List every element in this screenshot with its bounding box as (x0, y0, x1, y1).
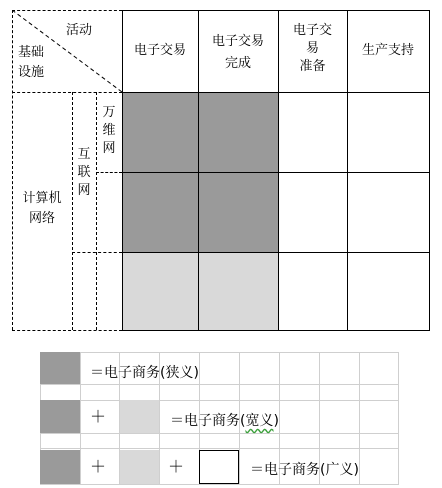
row-label-network (12, 190, 72, 228)
column-header-production (347, 42, 429, 60)
row-label-internet-char1: 互 (77, 147, 91, 162)
grid-bottom (122, 330, 430, 331)
legend-grid-v1 (80, 352, 81, 485)
legend-general-label: ＝电子商务(广义) (250, 462, 359, 478)
border-bottom-dashed (12, 330, 122, 331)
legend-grid-h2 (40, 400, 398, 401)
row-label-internet-char2: 联 (77, 165, 91, 180)
column-header-completion (198, 33, 278, 73)
legend-general-white-swatch (199, 450, 239, 484)
legend-grid-h4 (40, 448, 398, 449)
column-header-production-text: 生产支持 (361, 43, 414, 58)
row-label-internet (76, 146, 92, 200)
legend-grid-h3 (40, 433, 398, 434)
corner-infra-label-2: 设施 (18, 65, 45, 80)
border-www-dashed (96, 92, 97, 330)
row-label-www-char1: 万 (102, 105, 116, 120)
cell-internet-ecommerce (122, 172, 198, 252)
row-label-internet-char3: 网 (77, 183, 91, 198)
legend-broad-label-prefix: ＝电子商务( (170, 413, 246, 429)
legend-narrow-dark-swatch (40, 352, 80, 384)
column-header-ecommerce (122, 42, 198, 60)
legend-grid-h0 (40, 352, 398, 353)
legend-broad-label (170, 412, 279, 430)
column-header-preparation-line1: 电子交 (292, 23, 332, 38)
cell-www-completion (198, 92, 278, 172)
legend-broad-dark-swatch (40, 400, 80, 433)
legend-grid-h5 (40, 484, 398, 485)
legend-general-plus-2: ＋ (168, 457, 185, 476)
column-header-ecommerce-text: 电子交易 (133, 43, 186, 58)
border-row2-dashed (72, 252, 122, 253)
legend-grid-h1 (40, 384, 398, 385)
border-internet-dashed (72, 92, 73, 330)
column-header-preparation-line3: 准备 (299, 59, 326, 74)
cell-network-completion (198, 252, 278, 330)
corner-infra-label-1: 基础 (18, 45, 45, 60)
cell-internet-completion (198, 172, 278, 252)
grid-header (122, 92, 430, 93)
legend-broad-label-suffix: ) (273, 413, 279, 429)
grid-row1 (122, 172, 430, 173)
cell-network-ecommerce (122, 252, 198, 330)
row-label-network-line1: 计算机 (22, 191, 62, 206)
legend-grid-v8 (359, 352, 360, 485)
row-label-network-line2: 网络 (28, 211, 55, 226)
legend-broad-plus: ＋ (90, 407, 107, 426)
grid-row2 (122, 252, 430, 253)
cell-www-ecommerce (122, 92, 198, 172)
legend-general-light-swatch (120, 450, 159, 484)
grid-top (122, 10, 430, 11)
legend-narrow-label: ＝电子商务(狭义) (90, 365, 199, 381)
corner-activity-label: 活动 (66, 23, 93, 38)
column-header-completion-line2: 完成 (224, 56, 251, 71)
column-header-preparation-line2: 易 (305, 41, 319, 56)
row-label-www (101, 104, 117, 158)
legend-grid-v9 (398, 352, 399, 485)
column-header-preparation (278, 22, 347, 76)
border-header-dashed (12, 92, 122, 93)
grid-col4 (429, 10, 430, 331)
column-header-completion-line1: 电子交易 (211, 34, 264, 49)
legend-broad-label-word: 宽义 (245, 413, 274, 429)
legend-general-plus-1: ＋ (90, 457, 107, 476)
row-label-www-char2: 维 (102, 123, 116, 138)
legend-general-dark-swatch (40, 450, 80, 484)
legend-broad-light-swatch (120, 400, 159, 433)
border-row1-dashed (96, 172, 122, 173)
row-label-www-char3: 网 (102, 141, 116, 156)
